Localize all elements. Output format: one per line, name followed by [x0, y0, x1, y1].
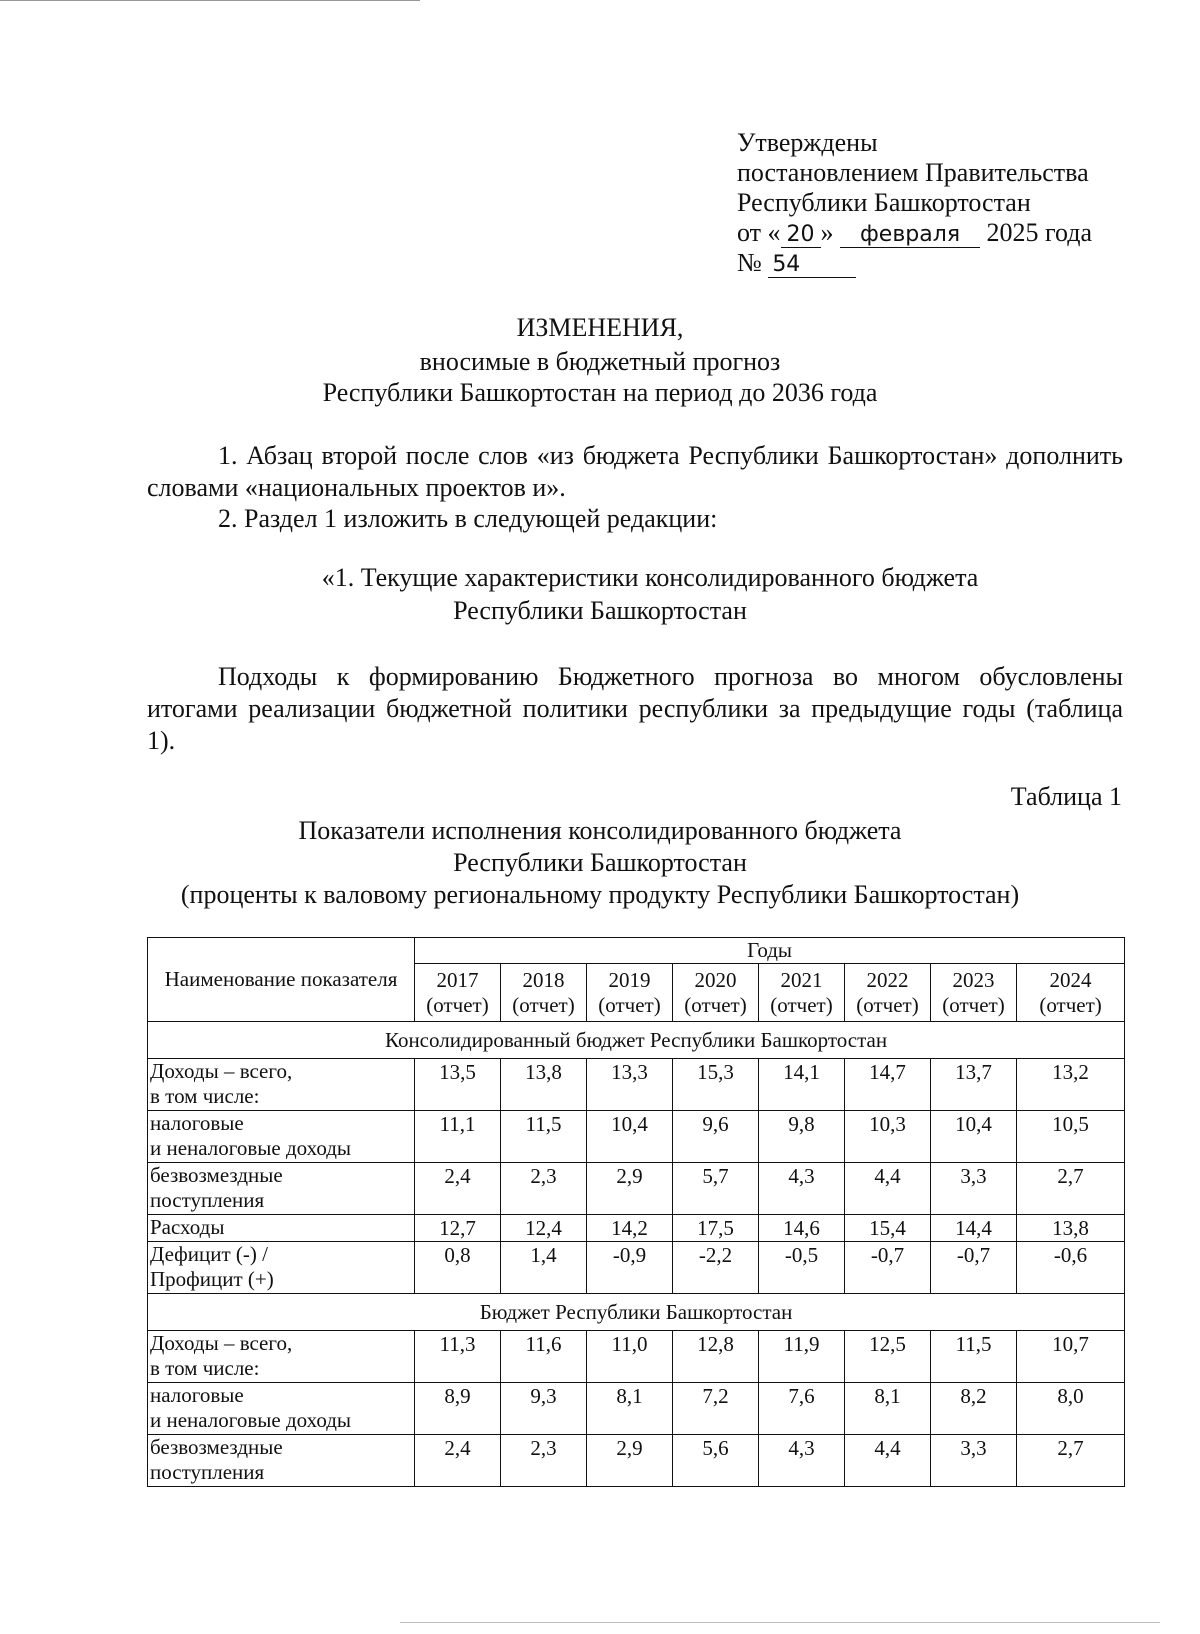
value-cell: 15,3: [673, 1059, 759, 1111]
row-name: [148, 1331, 415, 1383]
row-name-line-2: поступления: [150, 1460, 265, 1484]
approval-line-2: постановлением Правительства: [737, 158, 1089, 187]
row-name: [148, 1242, 415, 1294]
table-body: [148, 1022, 1125, 1487]
value-cell: -0,7: [845, 1242, 931, 1294]
value-cell: 10,3: [845, 1111, 931, 1163]
title-heading: ИЗМЕНЕНИЯ,: [516, 313, 684, 342]
value-cell: 2,9: [587, 1163, 673, 1215]
document-number: 54: [768, 253, 856, 278]
scan-bottom-mark: [400, 1622, 1160, 1623]
value-cell: 11,9: [759, 1331, 845, 1383]
value-cell: 9,8: [759, 1111, 845, 1163]
value-cell: 11,5: [931, 1331, 1017, 1383]
table-row: [148, 1059, 1125, 1111]
date-month: февраля: [840, 223, 980, 248]
approval-date: [737, 218, 1092, 248]
value-cell: 2,4: [415, 1435, 501, 1487]
value-cell: -0,9: [587, 1242, 673, 1294]
table-row: [148, 1215, 1125, 1242]
year-note: (отчет): [512, 992, 575, 1017]
year-label: 2019: [608, 967, 651, 992]
value-cell: 4,4: [845, 1163, 931, 1215]
value-cell: 12,8: [673, 1331, 759, 1383]
value-cell: -2,2: [673, 1242, 759, 1294]
row-name-line-1: Доходы – всего,: [150, 1331, 293, 1355]
row-name-line-2: поступления: [150, 1188, 265, 1212]
year-note: (отчет): [426, 992, 489, 1017]
value-cell: 14,6: [759, 1215, 845, 1242]
year-note: (отчет): [598, 992, 661, 1017]
table-row: [148, 1242, 1125, 1294]
value-cell: 12,7: [415, 1215, 501, 1242]
value-cell: 5,7: [673, 1163, 759, 1215]
table-title-line-2: Республики Башкортостан: [453, 848, 747, 877]
table-title-line-3: (проценты к валовому региональному продукту Республики Башкортостан): [180, 880, 1020, 909]
number-prefix: №: [737, 248, 762, 277]
date-mid: »: [820, 218, 834, 247]
value-cell: 14,1: [759, 1059, 845, 1111]
name-column-header: Наименование показателя: [148, 938, 415, 1022]
section-heading-line-2: Республики Башкортостан: [453, 596, 747, 625]
value-cell: 4,4: [845, 1435, 931, 1487]
row-name: [148, 1383, 415, 1435]
value-cell: 2,3: [501, 1163, 587, 1215]
row-name-line-1: Расходы: [150, 1215, 225, 1239]
value-cell: 12,4: [501, 1215, 587, 1242]
value-cell: 8,2: [931, 1383, 1017, 1435]
table-row: [148, 1111, 1125, 1163]
section-row: [148, 1022, 1125, 1059]
value-cell: 7,2: [673, 1383, 759, 1435]
body-text: Подходы к формированию Бюджетного прогноза во многом обусловлены итогами реализации бюджетной политики республики за предыдущие годы (таблица 1).: [147, 662, 1123, 755]
year-header-cell: [415, 964, 501, 1022]
value-cell: 8,0: [1017, 1383, 1125, 1435]
value-cell: 4,3: [759, 1435, 845, 1487]
row-name: [148, 1163, 415, 1215]
value-cell: 11,6: [501, 1331, 587, 1383]
value-cell: 1,4: [501, 1242, 587, 1294]
value-cell: 13,8: [501, 1059, 587, 1111]
year-header-cell: [845, 964, 931, 1022]
table-header: [148, 938, 1125, 1022]
year-note: (отчет): [1039, 992, 1102, 1017]
year-label: 2017: [436, 967, 479, 992]
year-header-cell: [1017, 964, 1125, 1022]
date-day: 20: [781, 223, 821, 248]
value-cell: 12,5: [845, 1331, 931, 1383]
year-label: 2024: [1049, 967, 1092, 992]
value-cell: 10,5: [1017, 1111, 1125, 1163]
value-cell: -0,7: [931, 1242, 1017, 1294]
value-cell: -0,6: [1017, 1242, 1125, 1294]
year-note: (отчет): [770, 992, 833, 1017]
value-cell: 0,8: [415, 1242, 501, 1294]
row-name-line-1: безвозмездные: [150, 1435, 283, 1459]
date-prefix: от «: [737, 218, 781, 247]
table-row: [148, 1435, 1125, 1487]
value-cell: 14,2: [587, 1215, 673, 1242]
section-title: Бюджет Республики Башкортостан: [148, 1294, 1125, 1331]
table-label: Таблица 1: [1010, 782, 1122, 811]
value-cell: 8,1: [845, 1383, 931, 1435]
row-name-line-2: в том числе:: [150, 1356, 260, 1380]
value-cell: 10,4: [931, 1111, 1017, 1163]
row-name-line-1: безвозмездные: [150, 1163, 283, 1187]
value-cell: 2,3: [501, 1435, 587, 1487]
title-line-3: Республики Башкортостан на период до 2036 года: [322, 378, 878, 407]
section-title: Консолидированный бюджет Республики Башкортостан: [148, 1022, 1125, 1059]
value-cell: 3,3: [931, 1163, 1017, 1215]
row-name-line-1: налоговые: [150, 1111, 244, 1135]
value-cell: 10,4: [587, 1111, 673, 1163]
value-cell: 13,3: [587, 1059, 673, 1111]
value-cell: 10,7: [1017, 1331, 1125, 1383]
scan-edge-mark: [0, 0, 420, 1]
row-name-line-1: Доходы – всего,: [150, 1059, 293, 1083]
date-year: 2025 года: [986, 218, 1093, 247]
row-name: [148, 1059, 415, 1111]
approval-line-3: Республики Башкортостан: [737, 188, 1031, 217]
year-note: (отчет): [684, 992, 747, 1017]
row-name-line-2: и неналоговые доходы: [150, 1408, 352, 1432]
value-cell: 13,5: [415, 1059, 501, 1111]
value-cell: 2,7: [1017, 1163, 1125, 1215]
year-label: 2020: [694, 967, 737, 992]
approval-number: [737, 248, 1092, 278]
value-cell: 9,3: [501, 1383, 587, 1435]
value-cell: 2,7: [1017, 1435, 1125, 1487]
value-cell: 15,4: [845, 1215, 931, 1242]
year-note: (отчет): [942, 992, 1005, 1017]
value-cell: 2,4: [415, 1163, 501, 1215]
value-cell: 11,0: [587, 1331, 673, 1383]
value-cell: 14,4: [931, 1215, 1017, 1242]
row-name-line-1: Дефицит (-) /: [150, 1242, 268, 1266]
value-cell: 11,3: [415, 1331, 501, 1383]
section-row: [148, 1294, 1125, 1331]
table-title-line-1: Показатели исполнения консолидированного бюджета: [298, 816, 902, 845]
value-cell: 13,8: [1017, 1215, 1125, 1242]
title-line-2: вносимые в бюджетный прогноз: [419, 347, 781, 376]
row-name-line-2: в том числе:: [150, 1084, 260, 1108]
value-cell: 11,1: [415, 1111, 501, 1163]
table-row: [148, 1383, 1125, 1435]
row-name-line-1: налоговые: [150, 1383, 244, 1407]
value-cell: 2,9: [587, 1435, 673, 1487]
paragraph-2: 2. Раздел 1 изложить в следующей редакции:: [218, 504, 718, 533]
years-header: Годы: [415, 938, 1125, 964]
approval-line-1: Утверждены: [737, 128, 878, 157]
value-cell: 13,7: [931, 1059, 1017, 1111]
row-name: [148, 1111, 415, 1163]
value-cell: 9,6: [673, 1111, 759, 1163]
value-cell: 8,9: [415, 1383, 501, 1435]
approval-block: [737, 128, 1092, 278]
value-cell: 14,7: [845, 1059, 931, 1111]
year-header-cell: [501, 964, 587, 1022]
year-label: 2018: [522, 967, 565, 992]
value-cell: -0,5: [759, 1242, 845, 1294]
row-name-line-2: и неналоговые доходы: [150, 1136, 352, 1160]
year-header-cell: [587, 964, 673, 1022]
table-row: [148, 1331, 1125, 1383]
value-cell: 4,3: [759, 1163, 845, 1215]
section-heading-line-1: «1. Текущие характеристики консолидированного бюджета: [321, 563, 979, 592]
paragraph-1: 1. Абзац второй после слов «из бюджета Республики Башкортостан» дополнить словами «национальных проектов и».: [147, 441, 1123, 502]
value-cell: 13,2: [1017, 1059, 1125, 1111]
value-cell: 8,1: [587, 1383, 673, 1435]
value-cell: 17,5: [673, 1215, 759, 1242]
year-label: 2021: [780, 967, 823, 992]
year-header-cell: [673, 964, 759, 1022]
value-cell: 11,5: [501, 1111, 587, 1163]
year-label: 2022: [866, 967, 909, 992]
value-cell: 3,3: [931, 1435, 1017, 1487]
year-header-cell: [931, 964, 1017, 1022]
value-cell: 7,6: [759, 1383, 845, 1435]
value-cell: 5,6: [673, 1435, 759, 1487]
row-name: [148, 1435, 415, 1487]
table-row: [148, 1163, 1125, 1215]
budget-indicators-table: [147, 937, 1125, 1487]
year-header-cell: [759, 964, 845, 1022]
row-name-line-2: Профицит (+): [150, 1267, 274, 1291]
year-label: 2023: [952, 967, 995, 992]
year-note: (отчет): [856, 992, 919, 1017]
row-name: [148, 1215, 415, 1242]
